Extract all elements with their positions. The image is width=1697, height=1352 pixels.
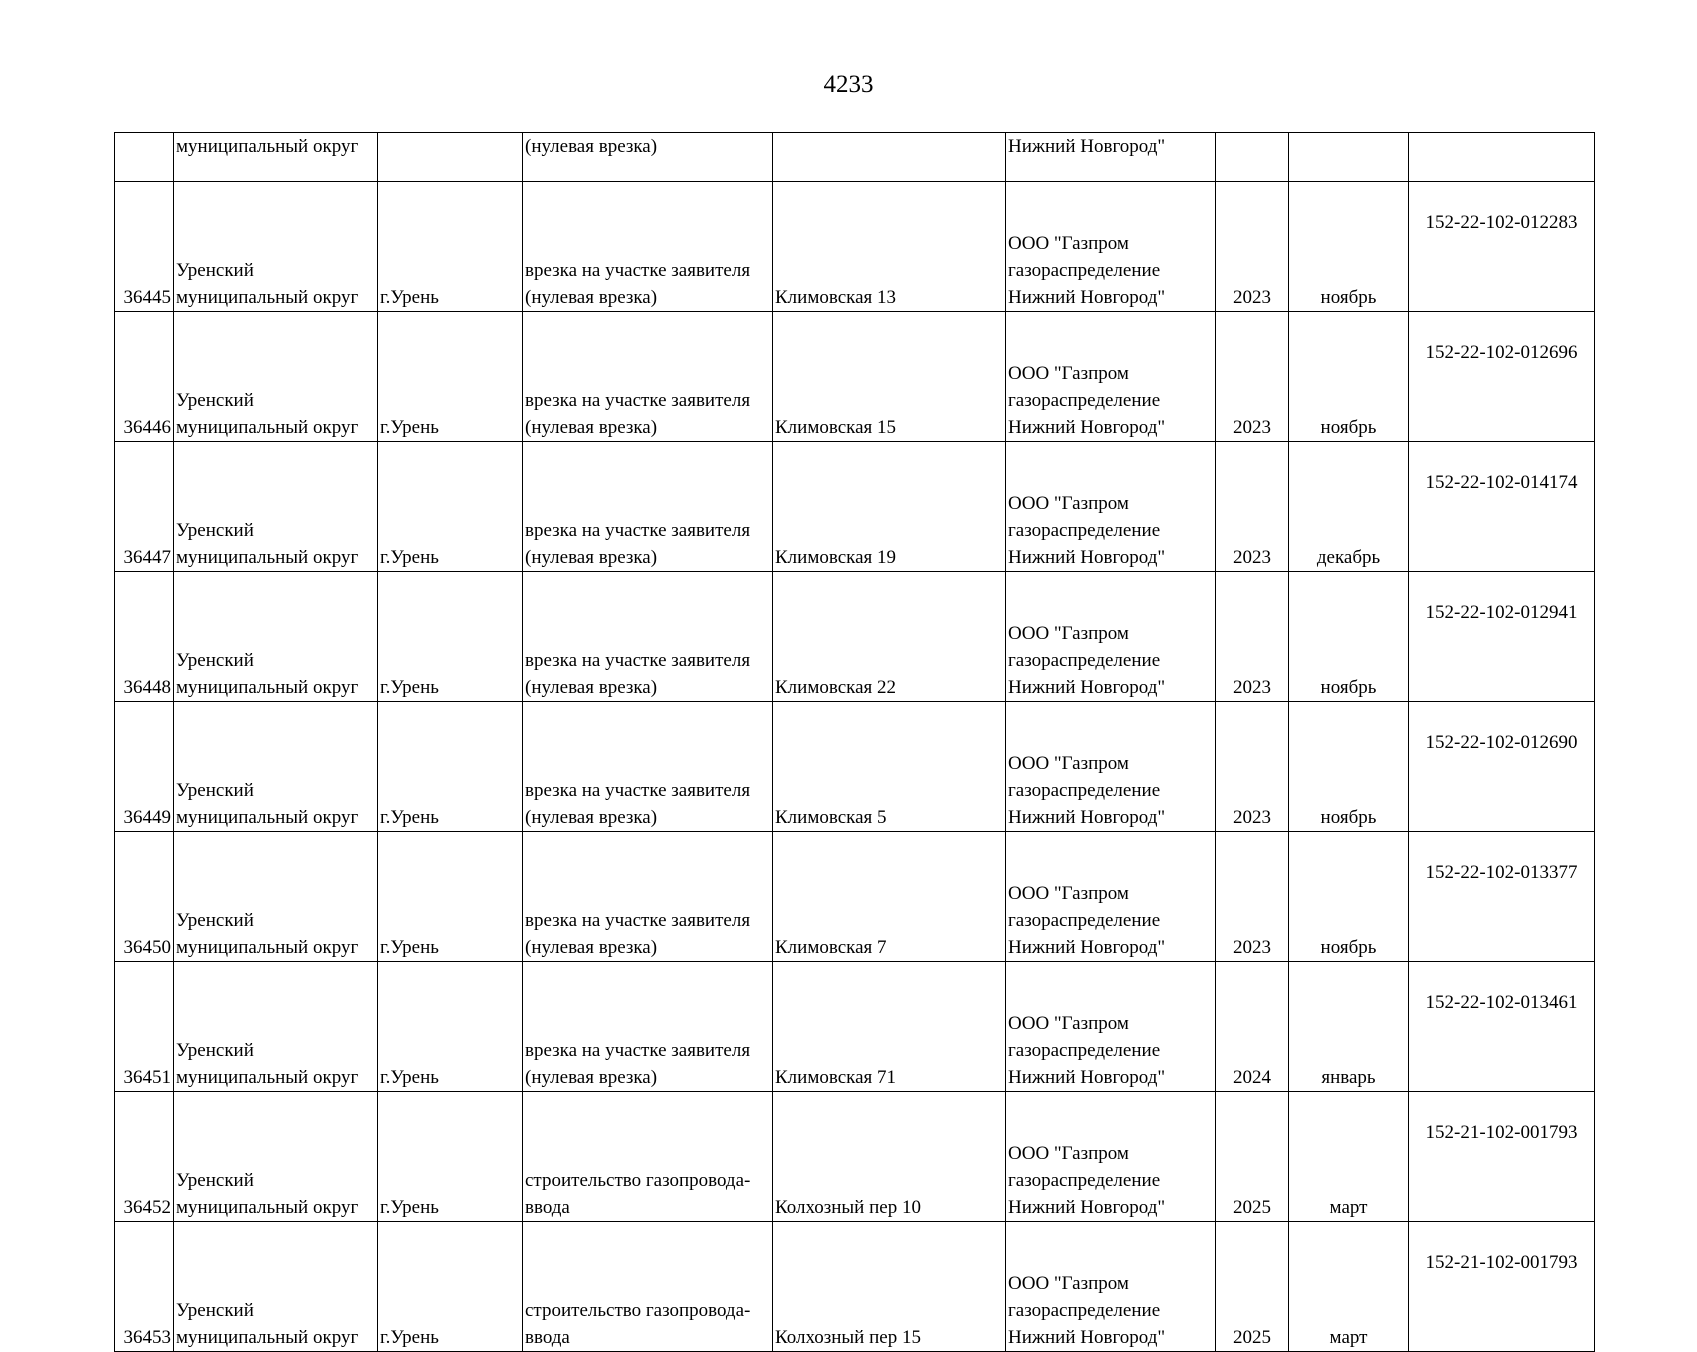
cell-code: [1409, 182, 1595, 312]
year-text: 2023: [1233, 677, 1271, 698]
org-line-3: Нижний Новгород": [1008, 677, 1166, 698]
cell-num: [115, 572, 174, 702]
cell-work-type: (нулевая врезка): [523, 133, 773, 182]
cell-work-type: [523, 832, 773, 962]
num-text: 36453: [123, 1327, 171, 1348]
cell-code: [1409, 572, 1595, 702]
cell-code: [1409, 702, 1595, 832]
cell-month: [1289, 312, 1409, 442]
work-line-1: врезка на участке заявителя: [525, 520, 751, 541]
address-text: Климовская 22: [775, 677, 897, 698]
cell-year: [1216, 1092, 1289, 1222]
city-text: г.Урень: [380, 807, 439, 828]
num-text: 36451: [123, 1067, 171, 1088]
cell-code: [1409, 1092, 1595, 1222]
cell-city: [378, 1092, 523, 1222]
address-text: Колхозный пер 10: [775, 1197, 921, 1218]
month-text: ноябрь: [1320, 937, 1377, 958]
district-line-2: муниципальный округ: [176, 417, 359, 438]
cell-address: [773, 442, 1006, 572]
org-line-2: газораспределение: [1008, 650, 1161, 671]
district-line-1: Уренский: [176, 910, 254, 931]
org-line-3: Нижний Новгород": [1008, 1197, 1166, 1218]
cell-work-type: [523, 442, 773, 572]
org-line-1: ООО "Газпром: [1008, 1143, 1129, 1164]
cell-num: [115, 133, 174, 182]
code-text: 152-21-102-001793: [1425, 1252, 1578, 1273]
code-text: 152-22-102-014174: [1425, 472, 1578, 493]
cell-month: [1289, 182, 1409, 312]
city-text: г.Урень: [380, 1067, 439, 1088]
work-line-2: ввода: [525, 1197, 570, 1218]
city-text: г.Урень: [380, 287, 439, 308]
cell-address: [773, 962, 1006, 1092]
work-line-1: строительство газопровода-: [525, 1170, 751, 1191]
month-text: ноябрь: [1320, 807, 1377, 828]
cell-city: [378, 832, 523, 962]
cell-month: [1289, 133, 1409, 182]
district-line-1: Уренский: [176, 390, 254, 411]
year-text: 2023: [1233, 937, 1271, 958]
code-text: 152-22-102-013377: [1425, 862, 1578, 883]
cell-district: [174, 702, 378, 832]
cell-work-type: [523, 702, 773, 832]
cell-num: [115, 1222, 174, 1352]
district-line-1: Уренский: [176, 1170, 254, 1191]
year-text: 2023: [1233, 287, 1271, 308]
cell-org: [1006, 182, 1216, 312]
org-line-3: Нижний Новгород": [1008, 937, 1166, 958]
cell-org: Нижний Новгород": [1006, 133, 1216, 182]
cell-year: [1216, 133, 1289, 182]
city-text: г.Урень: [380, 417, 439, 438]
cell-org: [1006, 442, 1216, 572]
cell-work-type: [523, 1222, 773, 1352]
address-text: Климовская 15: [775, 417, 897, 438]
table-row-continuation: [115, 133, 1595, 182]
cell-org: [1006, 1222, 1216, 1352]
cell-district: [174, 1222, 378, 1352]
cell-org: [1006, 1092, 1216, 1222]
table-row: [115, 572, 1595, 702]
cell-org: [1006, 702, 1216, 832]
cell-org: [1006, 962, 1216, 1092]
cell-year: [1216, 702, 1289, 832]
district-line-1: Уренский: [176, 780, 254, 801]
cell-code: [1409, 442, 1595, 572]
cell-year: [1216, 1222, 1289, 1352]
table-row: [115, 832, 1595, 962]
work-line-2: (нулевая врезка): [525, 937, 658, 958]
org-line-3: Нижний Новгород": [1008, 287, 1166, 308]
district-line-2: муниципальный округ: [176, 1197, 359, 1218]
district-line-1: Уренский: [176, 1040, 254, 1061]
table-row: [115, 1222, 1595, 1352]
month-text: ноябрь: [1320, 287, 1377, 308]
address-text: Климовская 7: [775, 937, 887, 958]
code-text: 152-22-102-012690: [1425, 732, 1578, 753]
org-line-3: Нижний Новгород": [1008, 807, 1166, 828]
city-text: г.Урень: [380, 1197, 439, 1218]
work-line-2: (нулевая врезка): [525, 287, 658, 308]
work-line-1: врезка на участке заявителя: [525, 780, 751, 801]
district-line-1: Уренский: [176, 520, 254, 541]
cell-address: [773, 832, 1006, 962]
table-row: [115, 312, 1595, 442]
cell-city: [378, 182, 523, 312]
num-text: 36449: [123, 807, 171, 828]
org-line-2: газораспределение: [1008, 1300, 1161, 1321]
cell-address: [773, 702, 1006, 832]
work-line-2: ввода: [525, 1327, 570, 1348]
cell-city: [378, 962, 523, 1092]
org-line-1: ООО "Газпром: [1008, 883, 1129, 904]
table-row: [115, 182, 1595, 312]
district-line-2: муниципальный округ: [176, 1327, 359, 1348]
cell-year: [1216, 962, 1289, 1092]
address-text: Климовская 5: [775, 807, 887, 828]
work-line-1: строительство газопровода-: [525, 1300, 751, 1321]
cell-num: [115, 962, 174, 1092]
month-text: март: [1329, 1327, 1368, 1348]
district-line-2: муниципальный округ: [176, 677, 359, 698]
cell-district: муниципальный округ: [174, 133, 378, 182]
cell-org: [1006, 832, 1216, 962]
work-line-2: (нулевая врезка): [525, 677, 658, 698]
district-line-1: Уренский: [176, 260, 254, 281]
cell-num: [115, 832, 174, 962]
gasification-registry-table: [114, 132, 1595, 1352]
cell-address: [773, 312, 1006, 442]
cell-address: [773, 1092, 1006, 1222]
org-line-2: газораспределение: [1008, 520, 1161, 541]
cell-num: [115, 312, 174, 442]
cell-org: [1006, 312, 1216, 442]
num-text: 36446: [123, 417, 171, 438]
code-text: 152-22-102-013461: [1425, 992, 1578, 1013]
cell-district: [174, 572, 378, 702]
cell-num: [115, 182, 174, 312]
cell-work-type: [523, 572, 773, 702]
cell-work-type: [523, 182, 773, 312]
cell-district: [174, 312, 378, 442]
district-line-2: муниципальный округ: [176, 1067, 359, 1088]
cell-address: [773, 572, 1006, 702]
year-text: 2025: [1233, 1197, 1271, 1218]
code-text: 152-22-102-012941: [1425, 602, 1578, 623]
cell-month: [1289, 572, 1409, 702]
work-line-1: врезка на участке заявителя: [525, 260, 751, 281]
district-line-2: муниципальный округ: [176, 287, 359, 308]
org-line-3: Нижний Новгород": [1008, 417, 1166, 438]
work-line-1: врезка на участке заявителя: [525, 390, 751, 411]
table-row: [115, 702, 1595, 832]
cell-code: [1409, 133, 1595, 182]
cell-month: [1289, 1092, 1409, 1222]
org-line-1: ООО "Газпром: [1008, 1273, 1129, 1294]
work-line-2: (нулевая врезка): [525, 417, 658, 438]
org-line-1: ООО "Газпром: [1008, 363, 1129, 384]
year-text: 2024: [1233, 1067, 1271, 1088]
cell-month: [1289, 702, 1409, 832]
cell-district: [174, 182, 378, 312]
cell-num: [115, 1092, 174, 1222]
org-line-3: Нижний Новгород": [1008, 1067, 1166, 1088]
page-number: 4233: [823, 71, 874, 98]
work-line-1: врезка на участке заявителя: [525, 650, 751, 671]
work-line-2: (нулевая врезка): [525, 1067, 658, 1088]
cell-district: [174, 442, 378, 572]
cell-city: [378, 442, 523, 572]
org-line-1: ООО "Газпром: [1008, 1013, 1129, 1034]
district-line-1: Уренский: [176, 1300, 254, 1321]
cell-district: [174, 1092, 378, 1222]
cell-city: [378, 572, 523, 702]
cell-address: [773, 133, 1006, 182]
org-line-1: ООО "Газпром: [1008, 493, 1129, 514]
district-line-2: муниципальный округ: [176, 937, 359, 958]
code-text: 152-22-102-012283: [1425, 212, 1578, 233]
cell-code: [1409, 832, 1595, 962]
cell-month: [1289, 962, 1409, 1092]
cell-year: [1216, 442, 1289, 572]
district-line-2: муниципальный округ: [176, 547, 359, 568]
cell-year: [1216, 312, 1289, 442]
cell-org: [1006, 572, 1216, 702]
org-line-3: Нижний Новгород": [1008, 1327, 1166, 1348]
table-row: [115, 1092, 1595, 1222]
org-line-2: газораспределение: [1008, 910, 1161, 931]
year-text: 2025: [1233, 1327, 1271, 1348]
cell-city: [378, 312, 523, 442]
cell-year: [1216, 182, 1289, 312]
year-text: 2023: [1233, 547, 1271, 568]
city-text: г.Урень: [380, 1327, 439, 1348]
cell-address: [773, 1222, 1006, 1352]
org-line-1: ООО "Газпром: [1008, 753, 1129, 774]
work-line-2: (нулевая врезка): [525, 807, 658, 828]
org-line-2: газораспределение: [1008, 1040, 1161, 1061]
num-text: 36447: [123, 547, 171, 568]
cell-month: [1289, 1222, 1409, 1352]
table-row: [115, 442, 1595, 572]
org-line-3: Нижний Новгород": [1008, 547, 1166, 568]
district-line-1: Уренский: [176, 650, 254, 671]
org-line-2: газораспределение: [1008, 1170, 1161, 1191]
num-text: 36448: [123, 677, 171, 698]
address-text: Климовская 19: [775, 547, 897, 568]
month-text: декабрь: [1316, 547, 1381, 568]
cell-code: [1409, 1222, 1595, 1352]
cell-year: [1216, 572, 1289, 702]
city-text: г.Урень: [380, 677, 439, 698]
year-text: 2023: [1233, 807, 1271, 828]
cell-district: [174, 962, 378, 1092]
cell-address: [773, 182, 1006, 312]
cell-month: [1289, 832, 1409, 962]
org-line-2: газораспределение: [1008, 780, 1161, 801]
cell-city: [378, 133, 523, 182]
num-text: 36445: [123, 287, 171, 308]
work-line-1: врезка на участке заявителя: [525, 910, 751, 931]
work-line-1: врезка на участке заявителя: [525, 1040, 751, 1061]
month-text: январь: [1321, 1067, 1376, 1088]
cell-year: [1216, 832, 1289, 962]
org-line-1: ООО "Газпром: [1008, 623, 1129, 644]
city-text: г.Урень: [380, 547, 439, 568]
cell-code: [1409, 962, 1595, 1092]
org-line-1: ООО "Газпром: [1008, 233, 1129, 254]
year-text: 2023: [1233, 417, 1271, 438]
org-line-2: газораспределение: [1008, 390, 1161, 411]
month-text: ноябрь: [1320, 417, 1377, 438]
work-line-2: (нулевая врезка): [525, 547, 658, 568]
address-text: Колхозный пер 15: [775, 1327, 921, 1348]
cell-work-type: [523, 1092, 773, 1222]
code-text: 152-21-102-001793: [1425, 1122, 1578, 1143]
cell-city: [378, 702, 523, 832]
address-text: Климовская 13: [775, 287, 897, 308]
cell-work-type: [523, 962, 773, 1092]
num-text: 36452: [123, 1197, 171, 1218]
cell-city: [378, 1222, 523, 1352]
city-text: г.Урень: [380, 937, 439, 958]
cell-month: [1289, 442, 1409, 572]
cell-num: [115, 702, 174, 832]
cell-code: [1409, 312, 1595, 442]
cell-num: [115, 442, 174, 572]
cell-district: [174, 832, 378, 962]
district-line-2: муниципальный округ: [176, 807, 359, 828]
num-text: 36450: [123, 937, 171, 958]
month-text: март: [1329, 1197, 1368, 1218]
org-line-2: газораспределение: [1008, 260, 1161, 281]
month-text: ноябрь: [1320, 677, 1377, 698]
cell-work-type: [523, 312, 773, 442]
code-text: 152-22-102-012696: [1425, 342, 1578, 363]
table-row: [115, 962, 1595, 1092]
address-text: Климовская 71: [775, 1067, 897, 1088]
